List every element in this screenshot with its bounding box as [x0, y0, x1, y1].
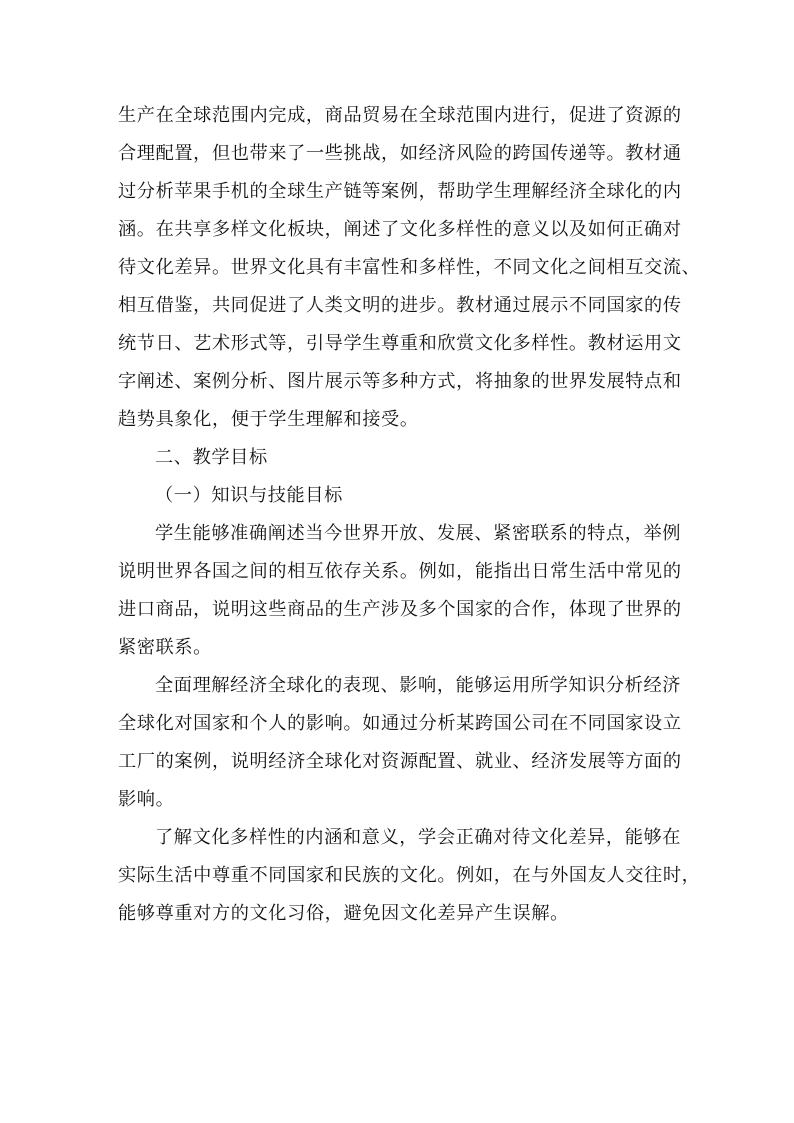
text-line: 能够尊重对方的文化习俗，避免因文化差异产生误解。 — [118, 903, 569, 924]
text-line: 影响。 — [118, 789, 175, 810]
paragraph-cultural-diversity — [118, 819, 701, 933]
text-line: 过分析苹果手机的全球生产链等案例，帮助学生理解经济全球化的内 — [118, 181, 682, 202]
paragraph-world-features — [118, 515, 682, 667]
text-line: 涵。在共享多样文化板块，阐述了文化多样性的意义以及如何正确对 — [118, 219, 682, 240]
text-line: 生产在全球范围内完成，商品贸易在全球范围内进行，促进了资源的 — [118, 105, 682, 126]
text-line: 合理配置，但也带来了一些挑战，如经济风险的跨国传递等。教材通 — [118, 143, 682, 164]
text-line: 了解文化多样性的内涵和意义，学会正确对待文化差异，能够在 — [155, 827, 682, 848]
document-page — [118, 97, 701, 933]
paragraph-textbook-analysis — [118, 97, 701, 439]
text-line: 统节日、艺术形式等，引导学生尊重和欣赏文化多样性。教材运用文 — [118, 333, 682, 354]
text-line: 趋势具象化，便于学生理解和接受。 — [118, 409, 419, 430]
text-line: 全球化对国家和个人的影响。如通过分析某跨国公司在不同国家设立 — [118, 713, 682, 734]
text-line: 工厂的案例，说明经济全球化对资源配置、就业、经济发展等方面的 — [118, 751, 682, 772]
text-line: 字阐述、案例分析、图片展示等多种方式，将抽象的世界发展特点和 — [118, 371, 682, 392]
section-heading: 二、教学目标 — [155, 447, 268, 468]
text-line: 实际生活中尊重不同国家和民族的文化。例如，在与外国友人交往时， — [118, 865, 701, 886]
text-line: 学生能够准确阐述当今世界开放、发展、紧密联系的特点，举例 — [155, 523, 682, 544]
text-line: 进口商品，说明这些商品的生产涉及多个国家的合作，体现了世界的 — [118, 599, 682, 620]
text-line: 待文化差异。世界文化具有丰富性和多样性，不同文化之间相互交流、 — [118, 257, 701, 278]
paragraph-economic-globalization — [118, 667, 682, 819]
text-line: 说明世界各国之间的相互依存关系。例如，能指出日常生活中常见的 — [118, 561, 682, 582]
text-line: 相互借鉴，共同促进了人类文明的进步。教材通过展示不同国家的传 — [118, 295, 682, 316]
text-line: 全面理解经济全球化的表现、影响，能够运用所学知识分析经济 — [155, 675, 682, 696]
text-line: 紧密联系。 — [118, 637, 212, 658]
subsection-heading: （一）知识与技能目标 — [155, 485, 343, 506]
